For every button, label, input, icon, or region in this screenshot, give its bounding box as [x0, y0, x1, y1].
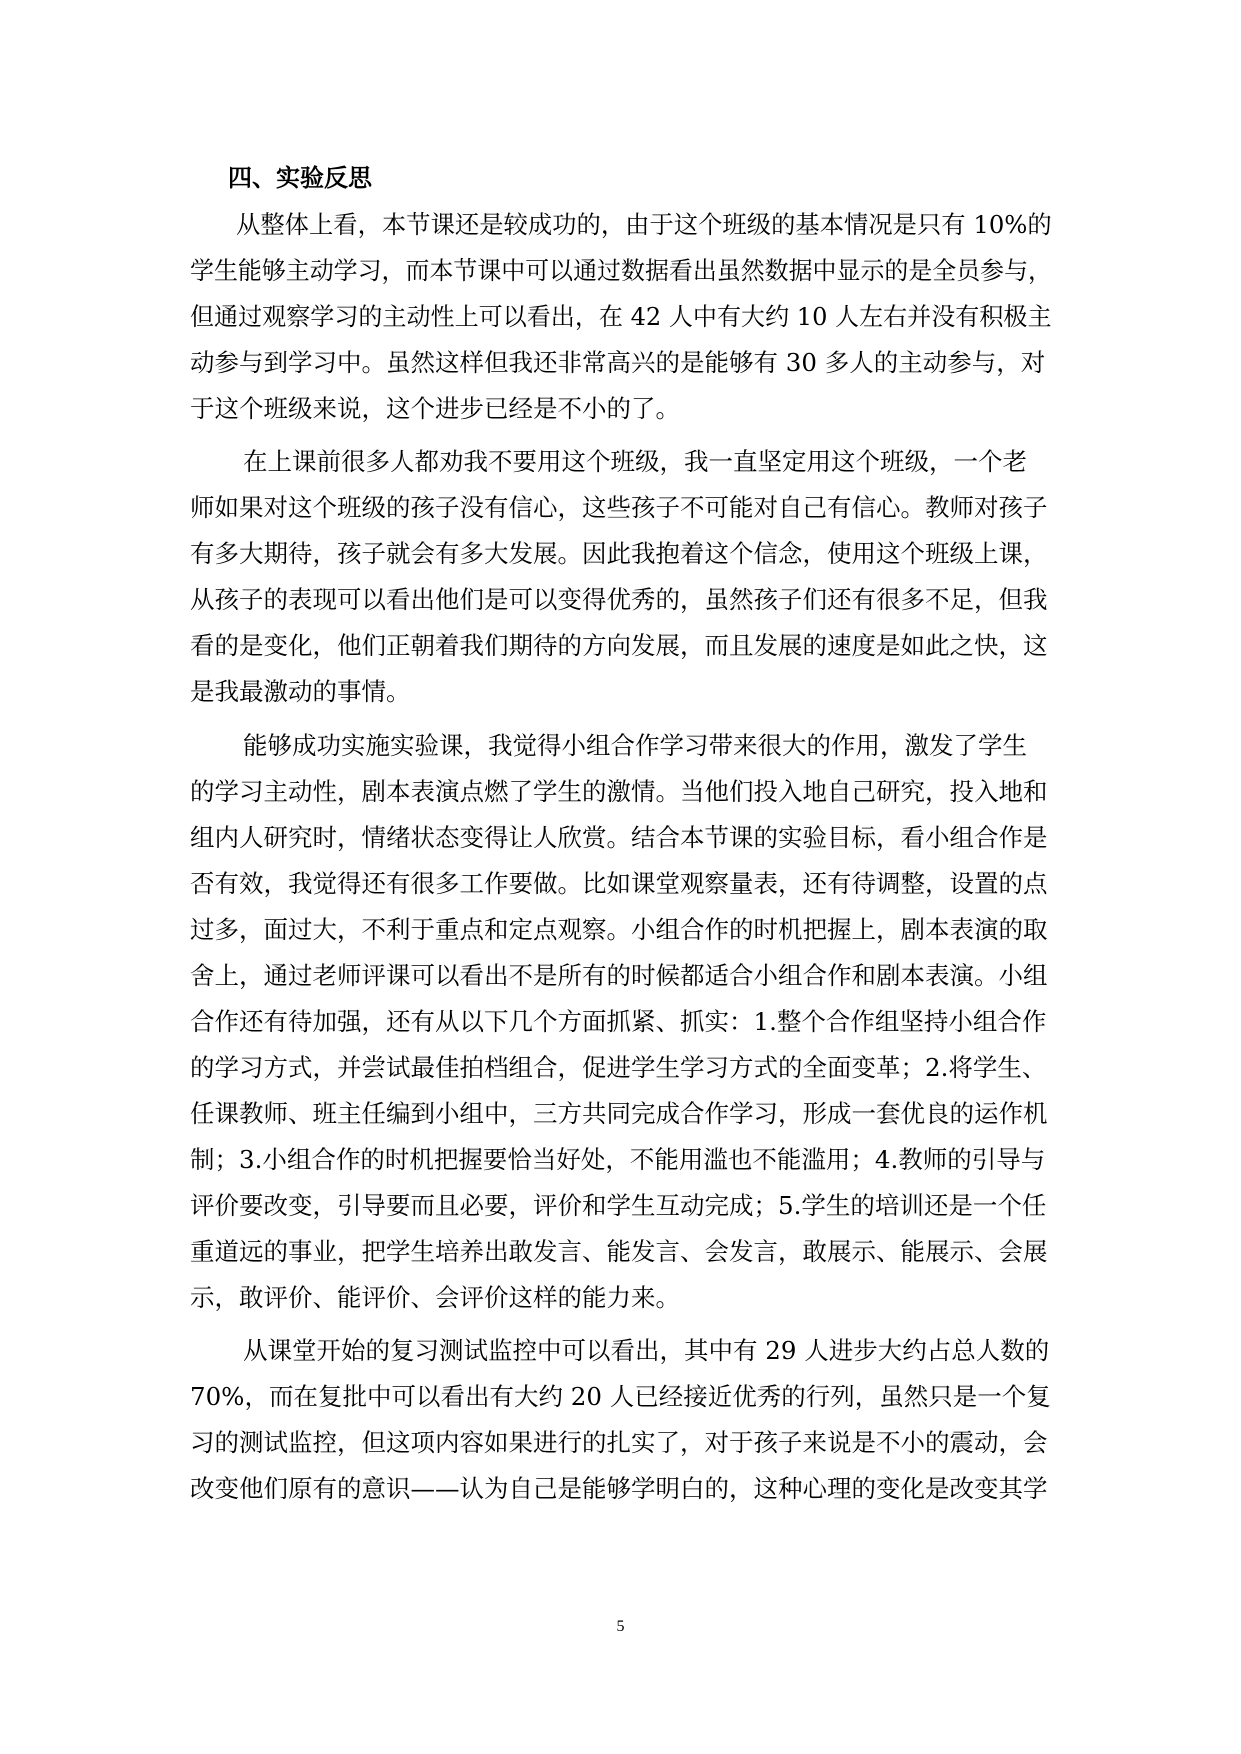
paragraph-1-line-4: 动参与到学习中。虽然这样但我还非常高兴的是能够有 30 多人的主动参与，对 — [190, 348, 1046, 377]
paragraph-3-line-2: 的学习主动性，剧本表演点燃了学生的激情。当他们投入地自己研究，投入地和 — [190, 777, 1048, 806]
section-heading: 四、实验反思 — [228, 164, 372, 192]
paragraph-2-line-1: 在上课前很多人都劝我不要用这个班级，我一直坚定用这个班级，一个老 — [243, 447, 1027, 476]
paragraph-2-line-4: 从孩子的表现可以看出他们是可以变得优秀的，虽然孩子们还有很多不足，但我 — [190, 585, 1048, 614]
paragraph-3-line-5: 过多，面过大，不利于重点和定点观察。小组合作的时机把握上，剧本表演的取 — [190, 915, 1048, 944]
paragraph-2-line-3: 有多大期待，孩子就会有多大发展。因此我抱着这个信念，使用这个班级上课， — [190, 539, 1048, 568]
paragraph-2-line-2: 师如果对这个班级的孩子没有信心，这些孩子不可能对自己有信心。教师对孩子 — [190, 493, 1048, 522]
paragraph-3-line-4: 否有效，我觉得还有很多工作要做。比如课堂观察量表，还有待调整，设置的点 — [190, 869, 1048, 898]
paragraph-3-line-13: 示，敢评价、能评价、会评价这样的能力来。 — [190, 1283, 680, 1312]
paragraph-3-line-8: 的学习方式，并尝试最佳拍档组合，促进学生学习方式的全面变革；2.将学生、 — [190, 1053, 1047, 1082]
paragraph-3-line-10: 制；3.小组合作的时机把握要恰当好处，不能用滥也不能滥用；4.教师的引导与 — [190, 1145, 1046, 1174]
paragraph-1-line-1: 从整体上看，本节课还是较成功的，由于这个班级的基本情况是只有 10%的 — [236, 210, 1052, 239]
paragraph-3-line-7: 合作还有待加强，还有从以下几个方面抓紧、抓实：1.整个合作组坚持小组合作 — [190, 1007, 1047, 1036]
paragraph-3-line-12: 重道远的事业，把学生培养出敢发言、能发言、会发言，敢展示、能展示、会展 — [190, 1237, 1048, 1266]
paragraph-2-line-6: 是我最激动的事情。 — [190, 677, 411, 706]
paragraph-3-line-9: 任课教师、班主任编到小组中，三方共同完成合作学习，形成一套优良的运作机 — [190, 1099, 1048, 1128]
paragraph-4-line-4: 改变他们原有的意识——认为自己是能够学明白的，这种心理的变化是改变其学 — [190, 1474, 1048, 1503]
paragraph-4-line-2: 70%，而在复批中可以看出有大约 20 人已经接近优秀的行列，虽然只是一个复 — [190, 1382, 1051, 1411]
paragraph-1-line-3: 但通过观察学习的主动性上可以看出，在 42 人中有大约 10 人左右并没有积极主 — [190, 302, 1052, 331]
page-number: 5 — [616, 1618, 625, 1635]
paragraph-3-line-6: 舍上，通过老师评课可以看出不是所有的时候都适合小组合作和剧本表演。小组 — [190, 961, 1048, 990]
paragraph-3-line-3: 组内人研究时，情绪状态变得让人欣赏。结合本节课的实验目标，看小组合作是 — [190, 823, 1048, 852]
paragraph-2-line-5: 看的是变化，他们正朝着我们期待的方向发展，而且发展的速度是如此之快，这 — [190, 631, 1048, 660]
paragraph-4-line-1: 从课堂开始的复习测试监控中可以看出，其中有 29 人进步大约占总人数的 — [243, 1336, 1050, 1365]
paragraph-3-line-11: 评价要改变，引导要而且必要，评价和学生互动完成；5.学生的培训还是一个任 — [190, 1191, 1047, 1220]
paragraph-4-line-3: 习的测试监控，但这项内容如果进行的扎实了，对于孩子来说是不小的震动，会 — [190, 1428, 1048, 1457]
paragraph-1-line-2: 学生能够主动学习，而本节课中可以通过数据看出虽然数据中显示的是全员参与， — [190, 256, 1052, 285]
paragraph-3-line-1: 能够成功实施实验课，我觉得小组合作学习带来很大的作用，激发了学生 — [243, 731, 1027, 760]
paragraph-1-line-5: 于这个班级来说，这个进步已经是不小的了。 — [190, 394, 680, 423]
